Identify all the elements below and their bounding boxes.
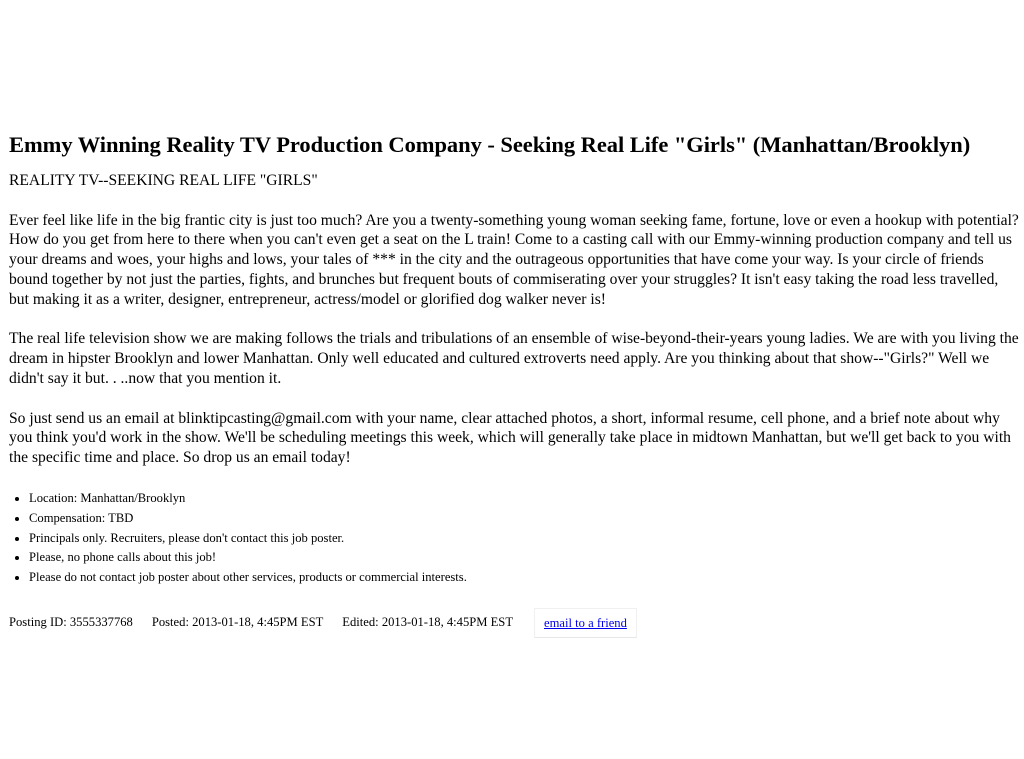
- posting-body: [9, 171, 1021, 468]
- posted-date: Posted: 2013-01-18, 4:45PM EST: [151, 615, 324, 630]
- notice-compensation: • Compensation: TBD: [29, 509, 1024, 529]
- body-paragraph: So just send us an email at blinktipcasting@gmail.com with your name, clear attached photos, a short, informal resume, cell phone, and a brief note about why you think you'd work in the show. We'll be scheduling meetings this week, which will generally take place in midtown Manhattan, but we'll get back to you with the specific time and place. So drop us an email today!: [9, 409, 1011, 467]
- posting-title: Emmy Winning Reality TV Production Company - Seeking Real Life "Girls" (Manhattan/Brooklyn): [9, 132, 971, 157]
- posting-id: Posting ID: 3555337768: [9, 615, 133, 630]
- posting-info-bar: [9, 608, 1024, 638]
- edited-date: Edited: 2013-01-18, 4:45PM EST: [342, 615, 514, 630]
- notice-principals-only: • Principals only. Recruiters, please don't contact this job poster.: [29, 529, 1024, 549]
- body-paragraph: The real life television show we are making follows the trials and tribulations of an ensemble of wise-beyond-their-years young ladies. We are with you living the dream in hipster Brooklyn and lower Manhattan. Only well educated and cultured extroverts need apply. Are you thinking about that show--"Girls?" Well we didn't say it but. . ..now that you mention it.: [9, 330, 1019, 387]
- notice-location: • Location: Manhattan/Brooklyn: [29, 489, 1024, 509]
- email-to-friend-link[interactable]: email to a friend: [544, 615, 627, 630]
- notice-no-solicitation: • Please do not contact job poster about other services, products or commercial interests.: [29, 568, 1024, 588]
- notices-list: [9, 489, 1024, 588]
- body-subheading: REALITY TV--SEEKING REAL LIFE "GIRLS": [9, 172, 318, 189]
- email-to-friend-box: [534, 608, 637, 638]
- notice-no-phone-calls: • Please, no phone calls about this job!: [29, 548, 1024, 568]
- body-paragraph: Ever feel like life in the big frantic city is just too much? Are you a twenty-something young woman seeking fame, fortune, love or even a hookup with potential? How do you get from here to there when you can't even get a seat on the L train! Come to a casting call with our Emmy-winning production company and tell us your dreams and woes, your highs and lows, your tales of *** in the city and the outrageous opportunities that have come your way. Is your circle of friends bound together by not just the parties, fights, and brunches but frequent bouts of commiserating over your struggles? It isn't easy taking the road less travelled, but making it as a writer, designer, entrepreneur, actress/model or glorified dog walker never is!: [9, 211, 1019, 308]
